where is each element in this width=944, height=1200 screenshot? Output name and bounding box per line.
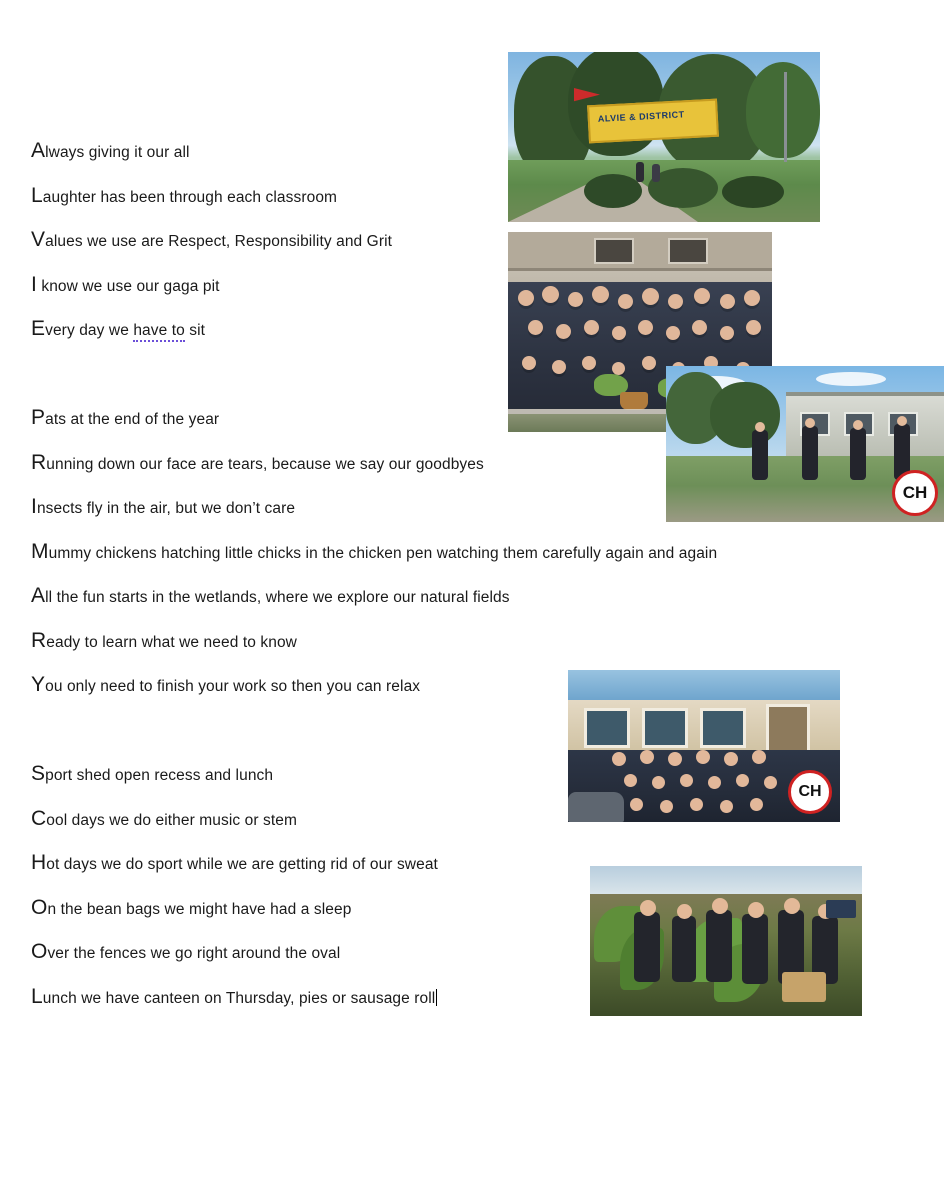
- person-head: [853, 420, 863, 430]
- school-sign-photo[interactable]: [508, 52, 820, 222]
- poem-line: [31, 852, 631, 897]
- line-initial-capital: E: [31, 317, 46, 340]
- person-head: [612, 752, 626, 766]
- person-head: [528, 320, 543, 335]
- poem-line: [31, 674, 631, 719]
- line-text: aughter has been through each classroom: [42, 188, 338, 206]
- sign-lettering: ALVIE & DISTRICT: [597, 109, 685, 124]
- school-entrance-sign: [587, 99, 719, 144]
- line-text: n the bean bags we might have had a sleep: [47, 900, 352, 918]
- person-head: [584, 320, 599, 335]
- person-head: [680, 774, 693, 787]
- line-text: port shed open recess and lunch: [45, 767, 274, 784]
- line-initial-capital: S: [31, 762, 46, 785]
- person-head: [897, 416, 907, 426]
- jumping-student: [802, 426, 818, 480]
- person-head: [764, 776, 777, 789]
- line-text: ou only need to finish your work so then you can relax: [45, 678, 421, 695]
- person-head: [746, 320, 761, 335]
- person-figure: [672, 916, 696, 982]
- line-text: nsects fly in the air, but we don’t care: [36, 500, 296, 517]
- photographer-watermark-icon: CH: [788, 770, 832, 814]
- line-text: ll the fun starts in the wetlands, where we explore our natural fields: [45, 589, 510, 606]
- person-head: [624, 774, 637, 787]
- person-head: [755, 422, 765, 432]
- person-head: [582, 356, 596, 370]
- person-head: [668, 752, 682, 766]
- person-head: [618, 294, 633, 309]
- window-shape: [584, 708, 630, 748]
- person-head: [556, 324, 571, 339]
- poem-line: [31, 452, 631, 497]
- line-initial-capital: Y: [31, 673, 46, 696]
- line-text: ummy chickens hatching little chicks in the chicken pen watching them carefully again and again: [48, 544, 718, 562]
- person-head: [642, 356, 656, 370]
- line-initial-capital: I: [31, 495, 37, 518]
- cloud-shape: [816, 372, 886, 386]
- person-head: [720, 326, 734, 340]
- person-head: [712, 898, 728, 914]
- line-initial-capital: I: [31, 272, 37, 296]
- person-head: [696, 750, 710, 764]
- produce-basket: [620, 392, 648, 410]
- person-head: [724, 752, 738, 766]
- person-head: [668, 294, 683, 309]
- person-head: [666, 326, 680, 340]
- line-text: unch we have canteen on Thursday, pies or sausage roll: [42, 989, 436, 1007]
- person-figure: [706, 910, 732, 982]
- line-initial-capital: O: [31, 895, 48, 919]
- person-head: [518, 290, 534, 306]
- line-text: ver the fences we go right around the oval: [47, 945, 341, 962]
- person-head: [720, 800, 733, 813]
- person-head: [638, 320, 653, 335]
- line-initial-capital: A: [31, 584, 46, 607]
- person-head: [690, 798, 703, 811]
- line-text: know we use our gaga pit: [36, 277, 220, 295]
- person-head: [552, 360, 566, 374]
- person-figure: [652, 164, 660, 182]
- line-initial-capital: M: [31, 539, 49, 563]
- person-head: [720, 294, 735, 309]
- produce-crate: [782, 972, 826, 1002]
- shrub-shape: [722, 176, 784, 208]
- class-photo[interactable]: [568, 670, 840, 822]
- tree-shape: [746, 62, 820, 158]
- spellcheck-flagged-text[interactable]: have to: [133, 322, 185, 342]
- line-initial-capital: C: [31, 806, 47, 830]
- person-head: [805, 418, 815, 428]
- line-text: very day we: [45, 322, 134, 339]
- poem-line: [31, 763, 631, 808]
- person-head: [708, 776, 721, 789]
- person-figure: [742, 914, 768, 984]
- line-text: ats at the end of the year: [45, 411, 220, 428]
- window-shape: [700, 708, 746, 748]
- person-figure: [634, 912, 660, 982]
- line-initial-capital: L: [31, 183, 43, 207]
- person-head: [612, 326, 626, 340]
- garden-photo[interactable]: [590, 866, 862, 1016]
- line-text: unning down our face are tears, because we say our goodbyes: [46, 455, 484, 473]
- person-head: [677, 904, 692, 919]
- poem-line: [31, 585, 631, 630]
- window-shape: [642, 708, 688, 748]
- line-initial-capital: H: [31, 851, 47, 874]
- person-head: [750, 798, 763, 811]
- line-initial-capital: R: [31, 628, 47, 652]
- person-head: [640, 900, 656, 916]
- line-text: ool days we do either music or stem: [46, 811, 298, 829]
- person-head: [542, 286, 559, 303]
- person-head: [784, 898, 800, 914]
- line-initial-capital: O: [31, 940, 48, 963]
- garden-sign: [826, 900, 856, 918]
- poem-line: [31, 496, 631, 541]
- line-initial-capital: L: [31, 984, 43, 1008]
- tree-shape: [710, 382, 780, 448]
- line-text: lways giving it our all: [45, 144, 190, 161]
- line-initial-capital: P: [31, 406, 46, 429]
- poem-line: [31, 808, 631, 853]
- line-text: alues we use are Respect, Responsibility and Grit: [45, 233, 393, 250]
- poem-line: [31, 941, 631, 986]
- person-head: [568, 292, 583, 307]
- sky-background: [590, 866, 862, 894]
- line-initial-capital: R: [31, 450, 47, 474]
- line-text: ot days we do sport while we are getting rid of our sweat: [46, 856, 438, 873]
- person-head: [748, 902, 764, 918]
- person-head: [692, 320, 707, 335]
- person-figure: [636, 162, 644, 182]
- line-text: eady to learn what we need to know: [46, 633, 297, 651]
- poem-line: [31, 630, 631, 675]
- person-head: [522, 356, 536, 370]
- person-head: [630, 798, 643, 811]
- person-head: [640, 750, 654, 764]
- person-head: [694, 288, 710, 304]
- parked-car: [568, 792, 624, 822]
- window-shape: [594, 238, 634, 264]
- photographer-watermark-icon: CH: [892, 470, 938, 516]
- person-head: [592, 286, 609, 303]
- person-head: [736, 774, 749, 787]
- person-head: [752, 750, 766, 764]
- line-text-tail: sit: [184, 322, 206, 339]
- jumping-student: [752, 430, 768, 480]
- person-head: [612, 362, 625, 375]
- roof-eave: [508, 232, 772, 271]
- line-initial-capital: V: [31, 228, 46, 251]
- jumping-student: [850, 428, 866, 480]
- poem-line: [31, 986, 631, 1031]
- person-head: [642, 288, 659, 305]
- window-shape: [668, 238, 708, 264]
- person-head: [744, 290, 760, 306]
- kids-jumping-photo[interactable]: [666, 366, 944, 522]
- person-head: [660, 800, 673, 813]
- text-cursor: [436, 989, 437, 1006]
- poem-line: [31, 897, 631, 942]
- roof-shape: [568, 670, 840, 700]
- person-head: [652, 776, 665, 789]
- line-initial-capital: A: [31, 139, 46, 162]
- poem-line: [31, 539, 718, 586]
- light-pole: [784, 72, 787, 162]
- shrub-shape: [584, 174, 642, 208]
- stanza-break: [31, 719, 631, 764]
